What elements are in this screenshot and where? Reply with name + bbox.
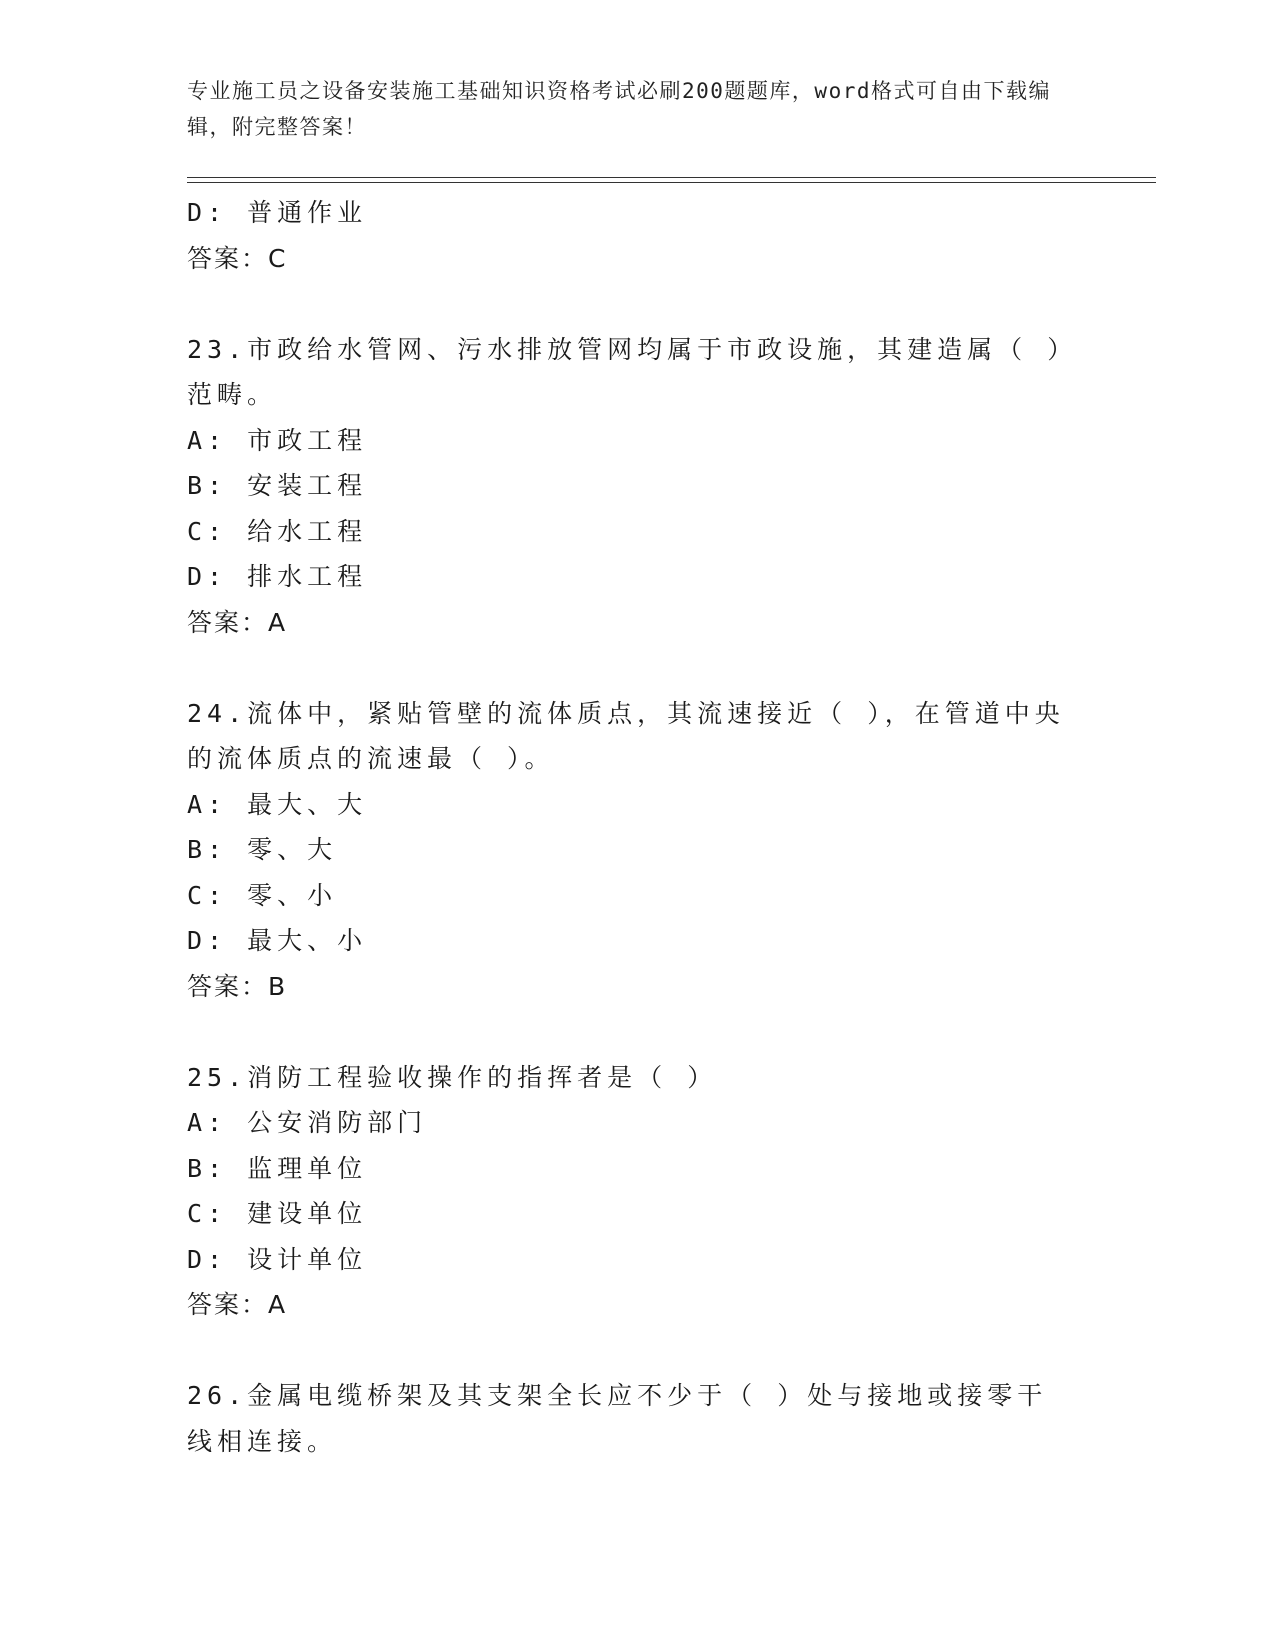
option-c: C: 零、小 [187, 880, 338, 910]
question-answer: 答案：B [187, 971, 288, 1001]
spacer [187, 1009, 1087, 1055]
question-list [187, 190, 1087, 1464]
option-d: D: 最大、小 [187, 926, 368, 955]
question-24 [187, 691, 1087, 1010]
option-b: B: 零、大 [187, 835, 338, 864]
option-a: A: 公安消防部门 [187, 1108, 428, 1137]
question-25 [187, 1055, 1087, 1328]
header-divider-top [187, 177, 1156, 178]
question-stem: 26.金属电缆桥架及其支架全长应不少于（ ）处与接地或接零干线相连接。 [187, 1381, 1048, 1456]
question-answer: 答案：A [187, 607, 288, 637]
option-c: C: 建设单位 [187, 1199, 368, 1228]
partial-question-option-d: D: 普通作业 [187, 198, 368, 227]
document-header: 专业施工员之设备安装施工基础知识资格考试必刷200题题库，word格式可自由下载编辑，附完整答案！ [187, 79, 1051, 139]
question-26 [187, 1373, 1087, 1464]
question-answer: 答案：A [187, 1290, 288, 1319]
question-23 [187, 327, 1087, 646]
option-b: B: 监理单位 [187, 1153, 368, 1183]
option-d: D: 排水工程 [187, 562, 368, 591]
option-a: A: 最大、大 [187, 789, 368, 819]
option-d: D: 设计单位 [187, 1244, 368, 1274]
option-c: C: 给水工程 [187, 516, 368, 546]
question-stem: 25.消防工程验收操作的指挥者是（ ） [187, 1062, 718, 1092]
spacer [187, 281, 1087, 327]
option-a: A: 市政工程 [187, 425, 368, 455]
question-stem: 23.市政给水管网、污水排放管网均属于市政设施，其建造属（ ）范畴。 [187, 334, 1065, 409]
option-b: B: 安装工程 [187, 471, 368, 500]
header-divider-bottom [187, 182, 1156, 183]
question-stem: 24.流体中，紧贴管壁的流体质点，其流速接近（ ），在管道中央的流体质点的流速最（ ）。 [187, 698, 1065, 773]
spacer [187, 1328, 1087, 1374]
partial-question-answer: 答案：C [187, 243, 288, 273]
spacer [187, 645, 1087, 691]
